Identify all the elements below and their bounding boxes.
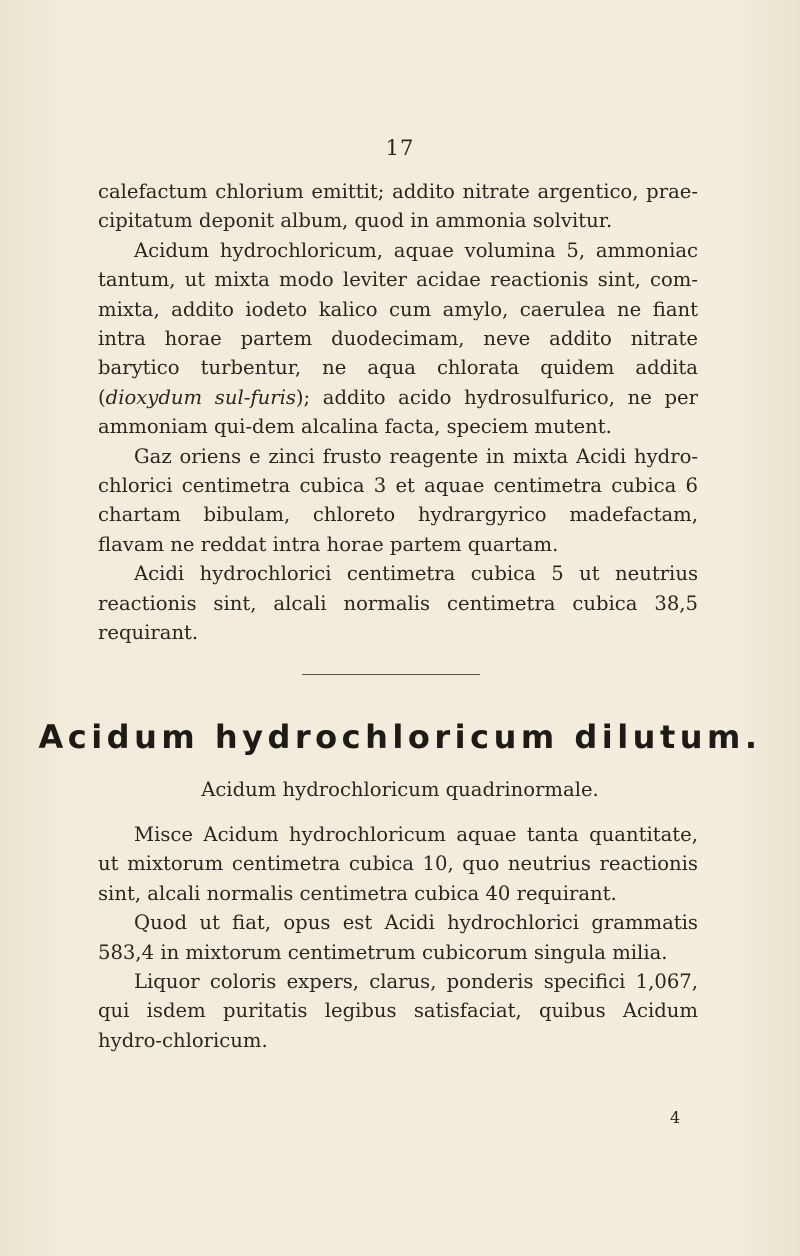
section-heading: Acidum hydrochloricum dilutum. <box>38 718 762 756</box>
paragraph-quantity: Quod ut fiat, opus est Acidi hydrochlorici grammatis 583,4 in mixtorum centimetrum cubicorum singula milia. <box>98 911 698 964</box>
paragraph-description: Liquor coloris expers, clarus, ponderis specifici 1,067, qui isdem puritatis legibus satisfaciat, quibus Acidum hydro-chloricum. <box>98 970 698 1052</box>
paragraph-purity-tests-part2: ); addito acido hydrosulfurico, ne per ammoniam qui-dem alcalina facta, speciem mutent. <box>98 385 698 439</box>
paragraph-continuation: calefactum chlorium emittit; addito nitrate argentico, prae-cipitatum deponit album, quod in ammonia solvitur. <box>98 180 698 233</box>
paragraph-preparation: Misce Acidum hydrochloricum aquae tanta quantitate, ut mixtorum centimetra cubica 10, quo neutrius reactionis sint, alcali normalis centimetra cubica 40 requirant. <box>98 823 698 905</box>
paragraph-purity-tests-part1: Acidum hydrochloricum, aquae volumina 5, ammoniac tantum, ut mixta modo leviter acidae reactionis sint, com-mixta, addito iodeto kalico cum amylo, caerulea ne fiant intra horae partem duodecimam, neve addito nitrate barytico turbentur, ne aqua chlorata quidem addita ( <box>98 238 698 409</box>
section-subtitle: Acidum hydrochloricum quadrinormale. <box>201 778 599 801</box>
section-separator-rule <box>302 674 480 675</box>
page-number: 17 <box>385 136 415 160</box>
paragraph-gas-test: Gaz oriens e zinci frusto reagente in mixta Acidi hydro-chlorici centimetra cubica 3 et aquae centimetra cubica 6 chartam bibulam, chloreto hydrargyrico madefactam, flavam ne reddat intra horae partem quartam. <box>98 444 698 556</box>
signature-mark: 4 <box>670 1108 681 1127</box>
section-text-block <box>98 820 698 1055</box>
paragraph-titration: Acidi hydrochlorici centimetra cubica 5 ut neutrius reactionis sint, alcali normalis centimetra cubica 38,5 requirant. <box>98 562 698 645</box>
italic-term: dioxydum sul-furis <box>105 385 296 409</box>
top-text-block <box>98 177 698 648</box>
paragraph-purity-tests <box>98 236 698 442</box>
